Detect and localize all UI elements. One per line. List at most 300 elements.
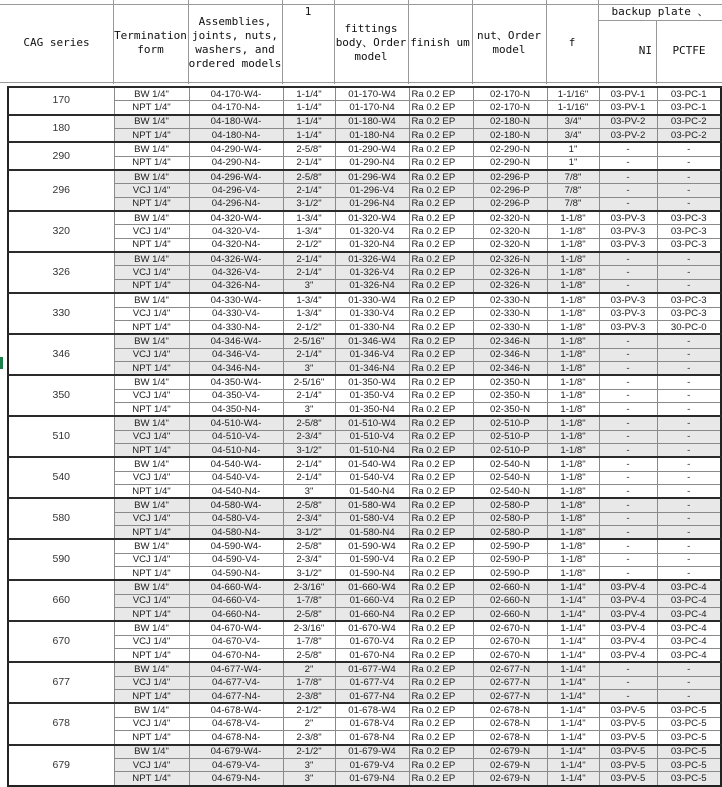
termination-cell: NPT 1/4" <box>114 690 189 704</box>
assembly-model-cell: 04-290-N4- <box>189 156 283 170</box>
dimension-1-cell: 3" <box>283 758 335 771</box>
f-size-cell: 1-1/8" <box>547 293 599 307</box>
f-size-cell: 1-1/8" <box>547 320 599 334</box>
f-size-cell: 1-1/8" <box>547 498 599 512</box>
series-cell: 677 <box>8 662 114 703</box>
backup-pctfe-cell: 30-PC-0 <box>657 320 721 334</box>
finish-cell: Ra 0.2 EP <box>409 129 473 143</box>
nut-model-cell: 02-320-N <box>473 225 547 238</box>
termination-cell: NPT 1/4" <box>114 731 189 745</box>
table-row <box>8 621 721 635</box>
fitting-body-model-cell: 01-330-V4 <box>335 307 409 320</box>
table-row <box>8 772 721 786</box>
f-size-cell: 1-1/8" <box>547 375 599 389</box>
finish-cell: Ra 0.2 EP <box>409 156 473 170</box>
nut-model-cell: 02-540-N <box>473 471 547 484</box>
finish-cell: Ra 0.2 EP <box>409 594 473 607</box>
fitting-body-model-cell: 01-678-V4 <box>335 717 409 730</box>
table-row <box>8 567 721 581</box>
backup-pctfe-cell: 03-PC-1 <box>657 87 721 101</box>
dimension-1-cell: 2-1/4" <box>283 252 335 266</box>
termination-cell: NPT 1/4" <box>114 156 189 170</box>
dimension-1-cell: 1-7/8" <box>283 594 335 607</box>
series-cell: 670 <box>8 621 114 662</box>
backup-pctfe-cell: - <box>657 142 721 156</box>
backup-pctfe-cell: - <box>657 402 721 416</box>
fitting-body-model-cell: 01-346-N4 <box>335 361 409 375</box>
series-cell: 510 <box>8 416 114 457</box>
dimension-1-cell: 3" <box>283 772 335 786</box>
nut-model-cell: 02-326-N <box>473 252 547 266</box>
assembly-model-cell: 04-170-N4- <box>189 101 283 115</box>
assembly-model-cell: 04-330-V4- <box>189 307 283 320</box>
dimension-1-cell: 2-1/2" <box>283 238 335 252</box>
backup-ni-cell: - <box>599 539 657 553</box>
backup-ni-cell: - <box>599 443 657 457</box>
nut-model-cell: 02-540-N <box>473 484 547 498</box>
fitting-body-model-cell: 01-296-N4 <box>335 197 409 211</box>
f-size-cell: 1-1/8" <box>547 539 599 553</box>
header-nut-order: nut、Order model <box>477 29 541 56</box>
assembly-model-cell: 04-678-V4- <box>189 717 283 730</box>
dimension-1-cell: 2-3/8" <box>283 731 335 745</box>
f-size-cell: 1-1/8" <box>547 279 599 293</box>
backup-pctfe-cell: 03-PC-5 <box>657 731 721 745</box>
finish-cell: Ra 0.2 EP <box>409 320 473 334</box>
fitting-body-model-cell: 01-590-W4 <box>335 539 409 553</box>
finish-cell: Ra 0.2 EP <box>409 676 473 689</box>
f-size-cell: 1-1/8" <box>547 225 599 238</box>
f-size-cell: 1-1/8" <box>547 389 599 402</box>
backup-pctfe-cell: 03-PC-5 <box>657 758 721 771</box>
dimension-1-cell: 3-1/2" <box>283 526 335 540</box>
finish-cell: Ra 0.2 EP <box>409 772 473 786</box>
finish-cell: Ra 0.2 EP <box>409 526 473 540</box>
termination-cell: BW 1/4" <box>114 375 189 389</box>
backup-ni-cell: - <box>599 430 657 443</box>
backup-pctfe-cell: 03-PC-2 <box>657 115 721 129</box>
series-cell: 320 <box>8 211 114 252</box>
assembly-model-cell: 04-180-W4- <box>189 115 283 129</box>
table-row <box>8 526 721 540</box>
table-row <box>8 320 721 334</box>
termination-cell: NPT 1/4" <box>114 101 189 115</box>
f-size-cell: 1-1/8" <box>547 443 599 457</box>
termination-cell: NPT 1/4" <box>114 129 189 143</box>
dimension-1-cell: 1-1/4" <box>283 129 335 143</box>
finish-cell: Ra 0.2 EP <box>409 416 473 430</box>
nut-model-cell: 02-296-P <box>473 170 547 184</box>
dimension-1-cell: 2-3/16" <box>283 580 335 594</box>
termination-cell: NPT 1/4" <box>114 279 189 293</box>
backup-pctfe-cell: 03-PC-3 <box>657 238 721 252</box>
finish-cell: Ra 0.2 EP <box>409 567 473 581</box>
nut-model-cell: 02-180-N <box>473 115 547 129</box>
nut-model-cell: 02-580-P <box>473 498 547 512</box>
termination-cell: VCJ 1/4" <box>114 758 189 771</box>
fitting-body-model-cell: 01-660-V4 <box>335 594 409 607</box>
table-row <box>8 129 721 143</box>
finish-cell: Ra 0.2 EP <box>409 498 473 512</box>
f-size-cell: 1-1/8" <box>547 211 599 225</box>
termination-cell: VCJ 1/4" <box>114 471 189 484</box>
assembly-model-cell: 04-678-N4- <box>189 731 283 745</box>
fitting-body-model-cell: 01-678-N4 <box>335 731 409 745</box>
nut-model-cell: 02-346-N <box>473 334 547 348</box>
finish-cell: Ra 0.2 EP <box>409 471 473 484</box>
finish-cell: Ra 0.2 EP <box>409 361 473 375</box>
assembly-model-cell: 04-296-W4- <box>189 170 283 184</box>
f-size-cell: 1-1/8" <box>547 526 599 540</box>
assembly-model-cell: 04-660-N4- <box>189 608 283 622</box>
nut-model-cell: 02-320-N <box>473 211 547 225</box>
table-row <box>8 142 721 156</box>
backup-pctfe-cell: 03-PC-5 <box>657 745 721 759</box>
nut-model-cell: 02-677-N <box>473 690 547 704</box>
termination-cell: BW 1/4" <box>114 580 189 594</box>
backup-pctfe-cell: - <box>657 676 721 689</box>
fitting-body-model-cell: 01-290-N4 <box>335 156 409 170</box>
finish-cell: Ra 0.2 EP <box>409 402 473 416</box>
assembly-model-cell: 04-678-W4- <box>189 703 283 717</box>
fitting-body-model-cell: 01-290-W4 <box>335 142 409 156</box>
dimension-1-cell: 2" <box>283 662 335 676</box>
finish-cell: Ra 0.2 EP <box>409 225 473 238</box>
f-size-cell: 3/4" <box>547 115 599 129</box>
assembly-model-cell: 04-590-V4- <box>189 553 283 566</box>
termination-cell: BW 1/4" <box>114 621 189 635</box>
backup-ni-cell: - <box>599 676 657 689</box>
table-row <box>8 662 721 676</box>
f-size-cell: 1-1/4" <box>547 621 599 635</box>
backup-pctfe-cell: - <box>657 266 721 279</box>
assembly-model-cell: 04-590-N4- <box>189 567 283 581</box>
fitting-body-model-cell: 01-330-W4 <box>335 293 409 307</box>
finish-cell: Ra 0.2 EP <box>409 430 473 443</box>
f-size-cell: 1-1/16" <box>547 87 599 101</box>
table-row <box>8 703 721 717</box>
fitting-body-model-cell: 01-590-N4 <box>335 567 409 581</box>
nut-model-cell: 02-590-P <box>473 539 547 553</box>
finish-cell: Ra 0.2 EP <box>409 334 473 348</box>
nut-model-cell: 02-670-N <box>473 621 547 635</box>
finish-cell: Ra 0.2 EP <box>409 279 473 293</box>
table-row <box>8 101 721 115</box>
backup-ni-cell: 03-PV-4 <box>599 649 657 663</box>
fitting-body-model-cell: 01-678-W4 <box>335 703 409 717</box>
termination-cell: NPT 1/4" <box>114 772 189 786</box>
assembly-model-cell: 04-290-W4- <box>189 142 283 156</box>
termination-cell: VCJ 1/4" <box>114 717 189 730</box>
table-row <box>8 252 721 266</box>
finish-cell: Ra 0.2 EP <box>409 758 473 771</box>
table-row <box>8 402 721 416</box>
backup-ni-cell: - <box>599 156 657 170</box>
backup-ni-cell: 03-PV-5 <box>599 717 657 730</box>
table-row <box>8 293 721 307</box>
termination-cell: VCJ 1/4" <box>114 307 189 320</box>
termination-cell: BW 1/4" <box>114 170 189 184</box>
termination-cell: NPT 1/4" <box>114 238 189 252</box>
termination-cell: VCJ 1/4" <box>114 225 189 238</box>
fitting-body-model-cell: 01-326-V4 <box>335 266 409 279</box>
assembly-model-cell: 04-320-W4- <box>189 211 283 225</box>
table-row <box>8 758 721 771</box>
backup-ni-cell: - <box>599 662 657 676</box>
fitting-body-model-cell: 01-170-W4 <box>335 87 409 101</box>
table-row <box>8 498 721 512</box>
nut-model-cell: 02-590-P <box>473 553 547 566</box>
termination-cell: NPT 1/4" <box>114 402 189 416</box>
f-size-cell: 1-1/4" <box>547 690 599 704</box>
backup-pctfe-cell: - <box>657 443 721 457</box>
dimension-1-cell: 1-1/4" <box>283 101 335 115</box>
finish-cell: Ra 0.2 EP <box>409 635 473 648</box>
fitting-body-model-cell: 01-180-W4 <box>335 115 409 129</box>
assembly-model-cell: 04-540-N4- <box>189 484 283 498</box>
series-cell: 170 <box>8 87 114 115</box>
termination-cell: NPT 1/4" <box>114 649 189 663</box>
table-row <box>8 676 721 689</box>
f-size-cell: 1-1/4" <box>547 676 599 689</box>
fitting-body-model-cell: 01-679-V4 <box>335 758 409 771</box>
fitting-body-model-cell: 01-670-V4 <box>335 635 409 648</box>
series-cell: 296 <box>8 170 114 211</box>
backup-pctfe-cell: - <box>657 156 721 170</box>
nut-model-cell: 02-296-P <box>473 197 547 211</box>
assembly-model-cell: 04-510-V4- <box>189 430 283 443</box>
termination-cell: NPT 1/4" <box>114 443 189 457</box>
table-row <box>8 184 721 197</box>
backup-ni-cell: 03-PV-3 <box>599 238 657 252</box>
f-size-cell: 7/8" <box>547 184 599 197</box>
dimension-1-cell: 1-3/4" <box>283 225 335 238</box>
backup-pctfe-cell: - <box>657 512 721 525</box>
termination-cell: BW 1/4" <box>114 211 189 225</box>
assembly-model-cell: 04-320-V4- <box>189 225 283 238</box>
backup-ni-cell: - <box>599 266 657 279</box>
finish-cell: Ra 0.2 EP <box>409 184 473 197</box>
backup-pctfe-cell: - <box>657 184 721 197</box>
backup-pctfe-cell: 03-PC-4 <box>657 649 721 663</box>
f-size-cell: 1-1/8" <box>547 457 599 471</box>
assembly-model-cell: 04-330-N4- <box>189 320 283 334</box>
table-row <box>8 266 721 279</box>
fitting-body-model-cell: 01-677-W4 <box>335 662 409 676</box>
termination-cell: BW 1/4" <box>114 293 189 307</box>
backup-pctfe-cell: - <box>657 539 721 553</box>
backup-ni-cell: 03-PV-5 <box>599 758 657 771</box>
dimension-1-cell: 2-1/4" <box>283 471 335 484</box>
dimension-1-cell: 2-1/2" <box>283 703 335 717</box>
nut-model-cell: 02-679-N <box>473 745 547 759</box>
backup-ni-cell: 03-PV-5 <box>599 745 657 759</box>
assembly-model-cell: 04-296-V4- <box>189 184 283 197</box>
termination-cell: BW 1/4" <box>114 457 189 471</box>
nut-model-cell: 02-350-N <box>473 389 547 402</box>
f-size-cell: 1-1/8" <box>547 484 599 498</box>
backup-pctfe-cell: - <box>657 334 721 348</box>
nut-model-cell: 02-660-N <box>473 608 547 622</box>
dimension-1-cell: 2-5/16" <box>283 375 335 389</box>
backup-pctfe-cell: 03-PC-4 <box>657 635 721 648</box>
dimension-1-cell: 2-1/4" <box>283 184 335 197</box>
series-cell: 180 <box>8 115 114 143</box>
dimension-1-cell: 2-1/4" <box>283 348 335 361</box>
backup-ni-cell: 03-PV-4 <box>599 580 657 594</box>
fitting-body-model-cell: 01-510-W4 <box>335 416 409 430</box>
backup-ni-cell: 03-PV-1 <box>599 101 657 115</box>
assembly-model-cell: 04-670-N4- <box>189 649 283 663</box>
finish-cell: Ra 0.2 EP <box>409 307 473 320</box>
fitting-body-model-cell: 01-346-W4 <box>335 334 409 348</box>
series-cell: 330 <box>8 293 114 334</box>
finish-cell: Ra 0.2 EP <box>409 211 473 225</box>
backup-ni-cell: 03-PV-3 <box>599 225 657 238</box>
nut-model-cell: 02-677-N <box>473 662 547 676</box>
f-size-cell: 1-1/4" <box>547 649 599 663</box>
nut-model-cell: 02-660-N <box>473 594 547 607</box>
finish-cell: Ra 0.2 EP <box>409 457 473 471</box>
backup-pctfe-cell: - <box>657 375 721 389</box>
fitting-body-model-cell: 01-320-W4 <box>335 211 409 225</box>
fitting-body-model-cell: 01-346-V4 <box>335 348 409 361</box>
assembly-model-cell: 04-660-W4- <box>189 580 283 594</box>
table-row <box>8 539 721 553</box>
backup-ni-cell: - <box>599 471 657 484</box>
dimension-1-cell: 3-1/2" <box>283 197 335 211</box>
backup-ni-cell: 03-PV-5 <box>599 731 657 745</box>
nut-model-cell: 02-320-N <box>473 238 547 252</box>
header-bottom-rule <box>0 82 722 83</box>
table-row <box>8 471 721 484</box>
table-row <box>8 635 721 648</box>
dimension-1-cell: 2-1/4" <box>283 457 335 471</box>
termination-cell: NPT 1/4" <box>114 608 189 622</box>
backup-ni-cell: - <box>599 567 657 581</box>
assembly-model-cell: 04-346-V4- <box>189 348 283 361</box>
table-row <box>8 279 721 293</box>
backup-pctfe-cell: - <box>657 553 721 566</box>
fitting-body-model-cell: 01-350-W4 <box>335 375 409 389</box>
finish-cell: Ra 0.2 EP <box>409 375 473 389</box>
series-cell: 326 <box>8 252 114 293</box>
f-size-cell: 1-1/4" <box>547 717 599 730</box>
nut-model-cell: 02-290-N <box>473 142 547 156</box>
assembly-model-cell: 04-510-W4- <box>189 416 283 430</box>
backup-ni-cell: - <box>599 252 657 266</box>
backup-ni-cell: - <box>599 197 657 211</box>
nut-model-cell: 02-346-N <box>473 348 547 361</box>
dimension-1-cell: 1-1/4" <box>283 87 335 101</box>
termination-cell: VCJ 1/4" <box>114 553 189 566</box>
dimension-1-cell: 2-1/4" <box>283 266 335 279</box>
fitting-body-model-cell: 01-677-V4 <box>335 676 409 689</box>
series-cell: 580 <box>8 498 114 539</box>
backup-pctfe-cell: - <box>657 170 721 184</box>
termination-cell: BW 1/4" <box>114 87 189 101</box>
backup-pctfe-cell: - <box>657 197 721 211</box>
backup-ni-cell: - <box>599 334 657 348</box>
backup-ni-cell: 03-PV-3 <box>599 320 657 334</box>
backup-pctfe-cell: - <box>657 348 721 361</box>
finish-cell: Ra 0.2 EP <box>409 87 473 101</box>
nut-model-cell: 02-326-N <box>473 266 547 279</box>
finish-cell: Ra 0.2 EP <box>409 512 473 525</box>
fitting-body-model-cell: 01-296-W4 <box>335 170 409 184</box>
fitting-body-model-cell: 01-677-N4 <box>335 690 409 704</box>
nut-model-cell: 02-660-N <box>473 580 547 594</box>
backup-pctfe-cell: - <box>657 471 721 484</box>
fitting-body-model-cell: 01-350-V4 <box>335 389 409 402</box>
table-row <box>8 87 721 101</box>
backup-pctfe-cell: - <box>657 252 721 266</box>
backup-ni-cell: 03-PV-5 <box>599 703 657 717</box>
series-cell: 678 <box>8 703 114 744</box>
table-row <box>8 156 721 170</box>
table-row <box>8 361 721 375</box>
f-size-cell: 7/8" <box>547 170 599 184</box>
dimension-1-cell: 2-1/2" <box>283 320 335 334</box>
finish-cell: Ra 0.2 EP <box>409 649 473 663</box>
backup-pctfe-cell: - <box>657 416 721 430</box>
backup-pctfe-cell: 03-PC-4 <box>657 608 721 622</box>
series-cell: 350 <box>8 375 114 416</box>
termination-cell: NPT 1/4" <box>114 484 189 498</box>
termination-cell: BW 1/4" <box>114 416 189 430</box>
header-col-1: 1 <box>304 5 312 18</box>
nut-model-cell: 02-510-P <box>473 430 547 443</box>
assembly-model-cell: 04-320-N4- <box>189 238 283 252</box>
finish-cell: Ra 0.2 EP <box>409 101 473 115</box>
fitting-body-model-cell: 01-180-N4 <box>335 129 409 143</box>
header-fittings: fittings body、Order model <box>335 22 407 63</box>
backup-ni-cell: 03-PV-4 <box>599 635 657 648</box>
fitting-body-model-cell: 01-590-V4 <box>335 553 409 566</box>
dimension-1-cell: 3-1/2" <box>283 443 335 457</box>
finish-cell: Ra 0.2 EP <box>409 553 473 566</box>
termination-cell: VCJ 1/4" <box>114 266 189 279</box>
fitting-body-model-cell: 01-320-N4 <box>335 238 409 252</box>
f-size-cell: 3/4" <box>547 129 599 143</box>
termination-cell: NPT 1/4" <box>114 567 189 581</box>
header-backup-plate: backup plate 、 <box>611 5 709 18</box>
assembly-model-cell: 04-170-W4- <box>189 87 283 101</box>
f-size-cell: 1-1/8" <box>547 567 599 581</box>
termination-cell: VCJ 1/4" <box>114 512 189 525</box>
dimension-1-cell: 1-7/8" <box>283 635 335 648</box>
dimension-1-cell: 2-1/4" <box>283 389 335 402</box>
backup-pctfe-cell: - <box>657 430 721 443</box>
assembly-model-cell: 04-350-N4- <box>189 402 283 416</box>
backup-ni-cell: - <box>599 457 657 471</box>
nut-model-cell: 02-170-N <box>473 87 547 101</box>
f-size-cell: 1-1/8" <box>547 430 599 443</box>
f-size-cell: 1-1/16" <box>547 101 599 115</box>
termination-cell: NPT 1/4" <box>114 320 189 334</box>
backup-ni-cell: 03-PV-2 <box>599 115 657 129</box>
termination-cell: VCJ 1/4" <box>114 430 189 443</box>
f-size-cell: 1-1/4" <box>547 745 599 759</box>
dimension-1-cell: 1-3/4" <box>283 307 335 320</box>
f-size-cell: 1-1/8" <box>547 553 599 566</box>
header-assemblies: Assemblies, joints, nuts, washers, and ordered models <box>188 15 282 70</box>
assembly-model-cell: 04-670-V4- <box>189 635 283 648</box>
table-row <box>8 211 721 225</box>
table-row <box>8 608 721 622</box>
backup-ni-cell: - <box>599 416 657 430</box>
header-ni: NI <box>638 44 652 57</box>
